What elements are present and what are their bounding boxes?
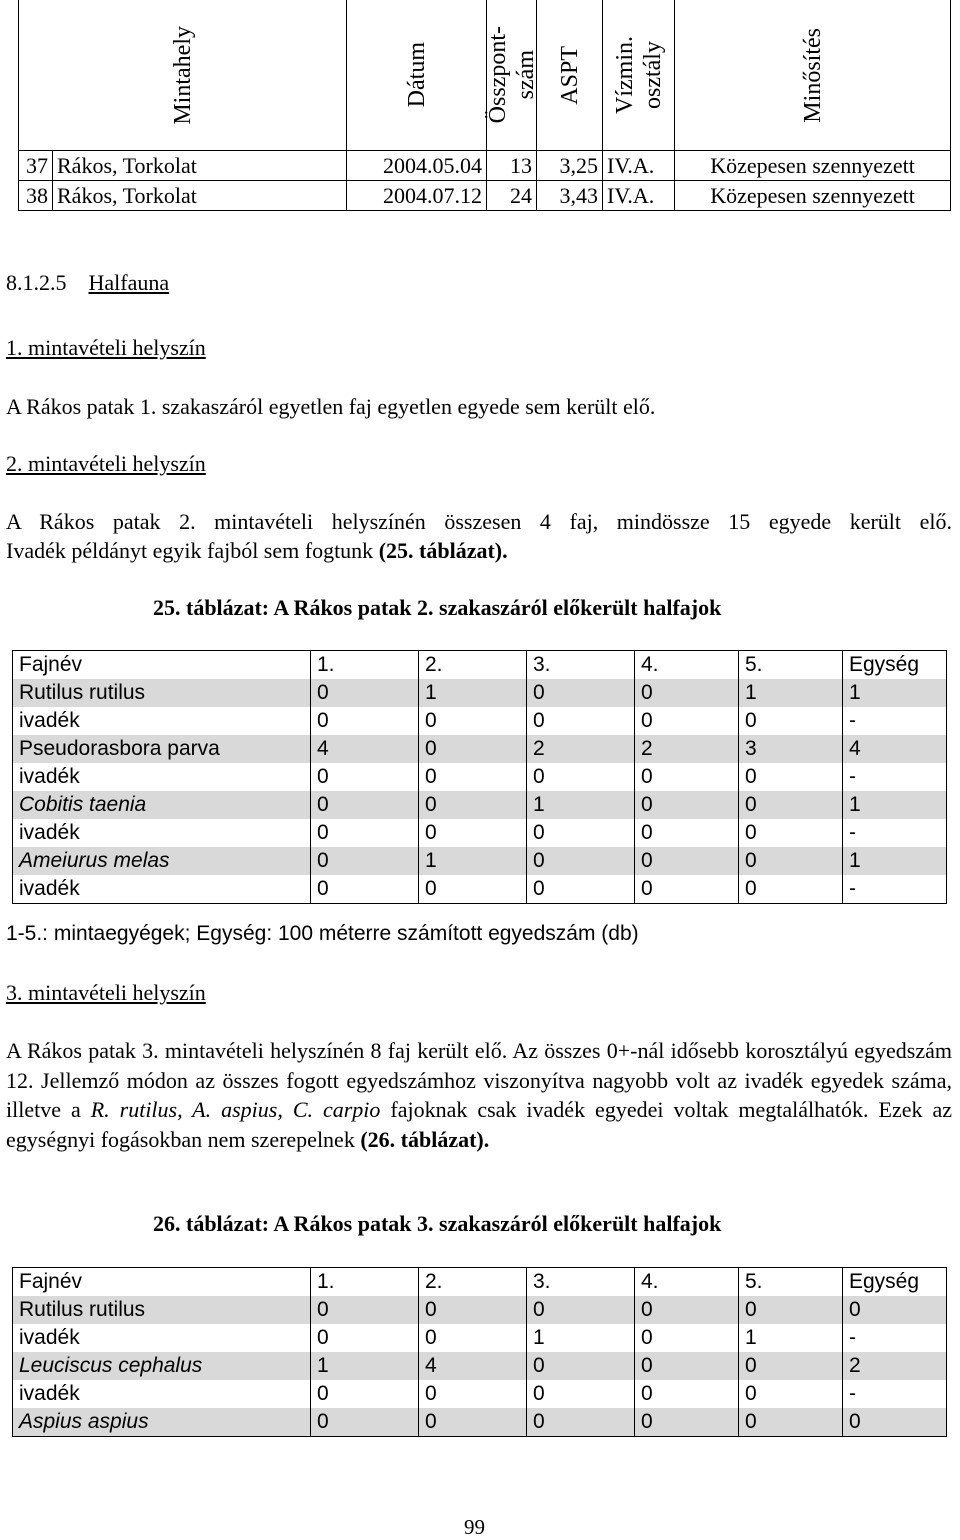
row-rating: Közepesen szennyezett bbox=[675, 181, 951, 211]
site2-text-line2 bbox=[6, 538, 508, 564]
value-cell: 0 bbox=[739, 875, 843, 904]
value-cell: 0 bbox=[311, 1296, 419, 1324]
value-cell: - bbox=[843, 763, 947, 791]
value-cell: - bbox=[843, 875, 947, 904]
value-cell: 4 bbox=[843, 735, 947, 763]
table25-caption: 25. táblázat: A Rákos patak 2. szakaszáról előkerült halfajok bbox=[153, 595, 722, 620]
value-cell: 1 bbox=[527, 1324, 635, 1352]
site1-heading: 1. mintavételi helyszín bbox=[6, 335, 206, 360]
value-cell: 0 bbox=[739, 847, 843, 875]
value-cell: - bbox=[843, 819, 947, 847]
row-class: IV.A. bbox=[603, 181, 675, 211]
value-cell: - bbox=[843, 1324, 947, 1352]
value-cell: 0 bbox=[419, 819, 527, 847]
value-cell: 0 bbox=[635, 1380, 739, 1408]
value-cell: 0 bbox=[635, 1296, 739, 1324]
header-osszpontszam: Összpont- szám bbox=[484, 26, 539, 124]
table-row bbox=[13, 1296, 947, 1324]
site3-text-part1: A Rákos patak 3. mintavételi helyszínén 8 faj került elő. Az összes 0+-nál idősebb korosztályú egyedszám 12. Jellemző módon az összes fogott egyedszámhoz viszonyítva nagyobb volt az ivadék egyedek száma, illetve a bbox=[6, 1038, 952, 1122]
value-cell: 1 bbox=[739, 679, 843, 707]
table-row bbox=[13, 763, 947, 791]
value-cell: 0 bbox=[739, 1352, 843, 1380]
value-cell: - bbox=[843, 1380, 947, 1408]
header-cell: Egység bbox=[843, 651, 947, 680]
value-cell: 1 bbox=[843, 791, 947, 819]
value-cell: 0 bbox=[635, 819, 739, 847]
row-date: 2004.07.12 bbox=[347, 181, 487, 211]
site1-text: A Rákos patak 1. szakaszáról egyetlen faj egyetlen egyede sem került elő. bbox=[6, 394, 656, 419]
species-name: Cobitis taenia bbox=[13, 791, 311, 819]
value-cell: 0 bbox=[635, 763, 739, 791]
value-cell: - bbox=[843, 707, 947, 735]
table-row bbox=[13, 819, 947, 847]
site2-text-plain: Ivadék példányt egyik fajból sem fogtunk bbox=[6, 538, 379, 563]
header-cell: Fajnév bbox=[13, 651, 311, 680]
row-aspt: 3,43 bbox=[537, 181, 603, 211]
row-score: 13 bbox=[487, 151, 537, 181]
value-cell: 0 bbox=[843, 1408, 947, 1437]
section-title: Halfauna bbox=[88, 270, 170, 295]
site2-text-line1: A Rákos patak 2. mintavételi helyszínén összesen 4 faj, mindössze 15 egyede került elő. bbox=[6, 509, 952, 534]
header-cell: Egység bbox=[843, 1268, 947, 1297]
section-number: 8.1.2.5 bbox=[6, 270, 67, 295]
value-cell: 2 bbox=[635, 735, 739, 763]
header-mintahely: Mintahely bbox=[169, 25, 196, 125]
table-row bbox=[19, 151, 951, 181]
table-header-row bbox=[13, 651, 947, 680]
value-cell: 0 bbox=[635, 707, 739, 735]
row-aspt: 3,25 bbox=[537, 151, 603, 181]
value-cell: 1 bbox=[527, 791, 635, 819]
table-row bbox=[13, 679, 947, 707]
species-name: ivadék bbox=[13, 875, 311, 904]
value-cell: 0 bbox=[527, 1352, 635, 1380]
value-cell: 0 bbox=[527, 763, 635, 791]
section-heading bbox=[6, 270, 169, 296]
page-number: 99 bbox=[464, 1515, 485, 1539]
table26-caption: 26. táblázat: A Rákos patak 3. szakaszáról előkerült halfajok bbox=[153, 1211, 722, 1236]
header-cell: 4. bbox=[635, 651, 739, 680]
site2-heading: 2. mintavételi helyszín bbox=[6, 451, 206, 476]
table25-note: 1-5.: mintaegyégek; Egység: 100 méterre számított egyedszám (db) bbox=[6, 922, 639, 945]
value-cell: 4 bbox=[419, 1352, 527, 1380]
value-cell: 1 bbox=[419, 679, 527, 707]
value-cell: 0 bbox=[635, 847, 739, 875]
value-cell: 0 bbox=[843, 1296, 947, 1324]
site3-heading: 3. mintavételi helyszín bbox=[6, 980, 206, 1005]
row-score: 24 bbox=[487, 181, 537, 211]
site3-paragraph bbox=[6, 1036, 952, 1154]
table-row bbox=[13, 875, 947, 904]
value-cell: 0 bbox=[527, 847, 635, 875]
value-cell: 0 bbox=[527, 707, 635, 735]
value-cell: 0 bbox=[419, 1324, 527, 1352]
value-cell: 1 bbox=[311, 1352, 419, 1380]
value-cell: 1 bbox=[419, 847, 527, 875]
fish-table-25 bbox=[12, 650, 947, 904]
table-row bbox=[13, 1352, 947, 1380]
site3-species: R. rutilus, A. aspius, C. carpio bbox=[90, 1097, 381, 1122]
species-name: ivadék bbox=[13, 1380, 311, 1408]
value-cell: 0 bbox=[739, 763, 843, 791]
table-row bbox=[19, 181, 951, 211]
species-name: Leuciscus cephalus bbox=[13, 1352, 311, 1380]
table26-ref: (26. táblázat). bbox=[360, 1126, 490, 1152]
value-cell: 0 bbox=[635, 1352, 739, 1380]
header-cell: 3. bbox=[527, 1268, 635, 1297]
value-cell: 0 bbox=[635, 1408, 739, 1437]
header-vizmin-osztaly: Vízmin. osztály bbox=[611, 36, 666, 114]
table-row bbox=[13, 791, 947, 819]
value-cell: 0 bbox=[739, 1408, 843, 1437]
value-cell: 0 bbox=[527, 819, 635, 847]
header-cell: 1. bbox=[311, 651, 419, 680]
value-cell: 0 bbox=[311, 819, 419, 847]
value-cell: 0 bbox=[739, 1380, 843, 1408]
value-cell: 0 bbox=[419, 1296, 527, 1324]
value-cell: 0 bbox=[635, 791, 739, 819]
value-cell: 0 bbox=[635, 679, 739, 707]
site3-text-part2: fajoknak csak ivadék egyedei voltak megtalálhatók. Ezek az egységnyi fogásokban nem szerepelnek bbox=[6, 1097, 952, 1152]
value-cell: 0 bbox=[739, 707, 843, 735]
value-cell: 0 bbox=[311, 847, 419, 875]
table-header-row bbox=[13, 1268, 947, 1297]
value-cell: 0 bbox=[527, 875, 635, 904]
row-date: 2004.05.04 bbox=[347, 151, 487, 181]
species-name: ivadék bbox=[13, 819, 311, 847]
value-cell: 0 bbox=[527, 679, 635, 707]
table-row bbox=[13, 1408, 947, 1437]
value-cell: 0 bbox=[419, 1408, 527, 1437]
value-cell: 0 bbox=[419, 707, 527, 735]
value-cell: 0 bbox=[311, 1408, 419, 1437]
value-cell: 0 bbox=[635, 1324, 739, 1352]
header-cell: 3. bbox=[527, 651, 635, 680]
species-name: Aspius aspius bbox=[13, 1408, 311, 1437]
species-name: Rutilus rutilus bbox=[13, 1296, 311, 1324]
value-cell: 0 bbox=[419, 735, 527, 763]
header-cell: 5. bbox=[739, 1268, 843, 1297]
header-cell: 5. bbox=[739, 651, 843, 680]
value-cell: 3 bbox=[739, 735, 843, 763]
table-row bbox=[13, 847, 947, 875]
value-cell: 1 bbox=[843, 847, 947, 875]
value-cell: 0 bbox=[635, 875, 739, 904]
header-aspt: ASPT bbox=[556, 45, 583, 105]
value-cell: 0 bbox=[311, 1324, 419, 1352]
value-cell: 0 bbox=[311, 875, 419, 904]
value-cell: 0 bbox=[311, 791, 419, 819]
value-cell: 0 bbox=[419, 875, 527, 904]
value-cell: 0 bbox=[311, 707, 419, 735]
water-quality-table bbox=[18, 0, 951, 211]
table-row bbox=[13, 1380, 947, 1408]
row-number: 38 bbox=[19, 181, 53, 211]
value-cell: 0 bbox=[527, 1296, 635, 1324]
value-cell: 0 bbox=[419, 791, 527, 819]
header-minosites: Minősítés bbox=[799, 27, 826, 123]
value-cell: 0 bbox=[739, 791, 843, 819]
value-cell: 0 bbox=[527, 1380, 635, 1408]
value-cell: 0 bbox=[419, 1380, 527, 1408]
value-cell: 2 bbox=[843, 1352, 947, 1380]
value-cell: 2 bbox=[527, 735, 635, 763]
value-cell: 0 bbox=[311, 679, 419, 707]
table-row bbox=[13, 735, 947, 763]
value-cell: 0 bbox=[527, 1408, 635, 1437]
value-cell: 4 bbox=[311, 735, 419, 763]
table25-ref: (25. táblázat). bbox=[378, 538, 508, 563]
row-place: Rákos, Torkolat bbox=[53, 181, 347, 211]
row-class: IV.A. bbox=[603, 151, 675, 181]
species-name: Pseudorasbora parva bbox=[13, 735, 311, 763]
value-cell: 0 bbox=[739, 819, 843, 847]
table-header-row bbox=[19, 0, 951, 151]
header-cell: 2. bbox=[419, 1268, 527, 1297]
header-cell: 1. bbox=[311, 1268, 419, 1297]
species-name: Ameiurus melas bbox=[13, 847, 311, 875]
fish-table-26 bbox=[12, 1267, 947, 1437]
species-name: ivadék bbox=[13, 763, 311, 791]
table-row bbox=[13, 1324, 947, 1352]
species-name: ivadék bbox=[13, 1324, 311, 1352]
row-rating: Közepesen szennyezett bbox=[675, 151, 951, 181]
row-place: Rákos, Torkolat bbox=[53, 151, 347, 181]
value-cell: 0 bbox=[419, 763, 527, 791]
header-cell: Fajnév bbox=[13, 1268, 311, 1297]
species-name: Rutilus rutilus bbox=[13, 679, 311, 707]
value-cell: 0 bbox=[311, 763, 419, 791]
value-cell: 1 bbox=[739, 1324, 843, 1352]
value-cell: 1 bbox=[843, 679, 947, 707]
header-cell: 2. bbox=[419, 651, 527, 680]
header-datum: Dátum bbox=[403, 42, 430, 108]
value-cell: 0 bbox=[311, 1380, 419, 1408]
header-cell: 4. bbox=[635, 1268, 739, 1297]
species-name: ivadék bbox=[13, 707, 311, 735]
value-cell: 0 bbox=[739, 1296, 843, 1324]
row-number: 37 bbox=[19, 151, 53, 181]
table-row bbox=[13, 707, 947, 735]
